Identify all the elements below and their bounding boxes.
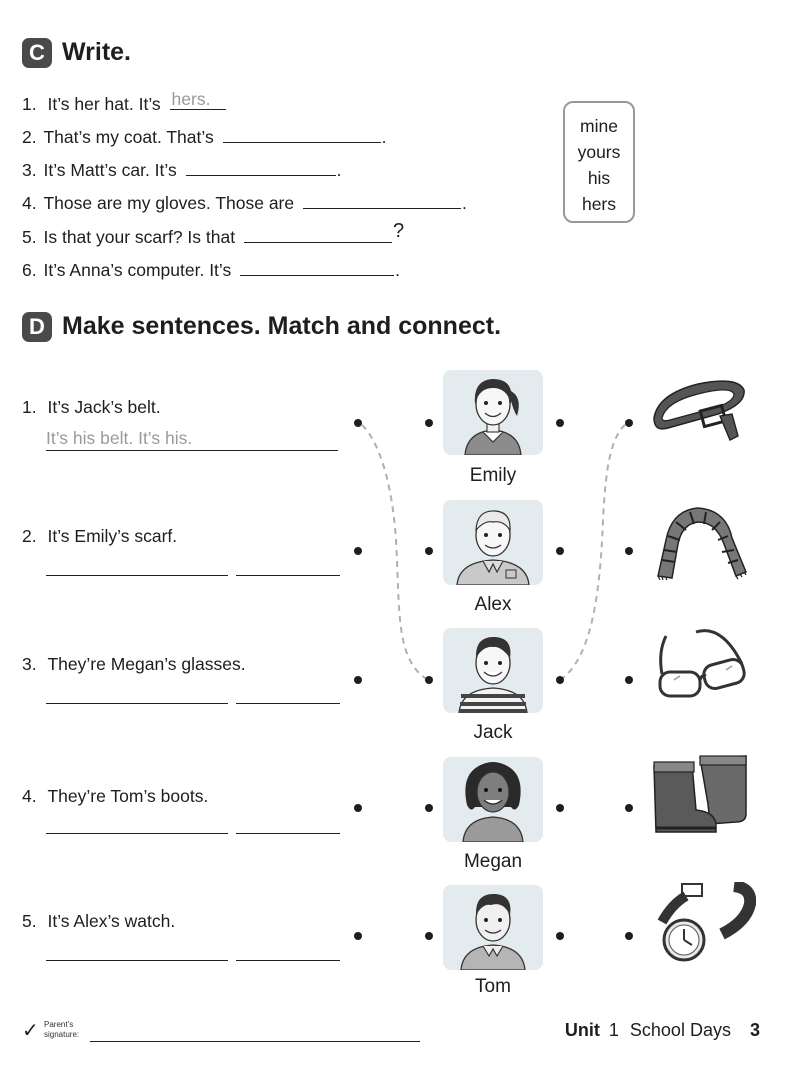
c-item-num: 1. [22,94,37,114]
c-item-text: Is that your scarf? Is that [43,227,236,247]
unit-title: School Days [629,1020,731,1040]
c-item-text: It’s Anna’s computer. It’s [43,260,232,280]
c-answer-text: hers. [171,89,211,109]
match-dot-name-left-3[interactable] [425,676,433,684]
match-dot-sentence-2[interactable] [354,547,362,555]
c-item-num: 2. [22,127,37,147]
word-box-item: hers [581,194,617,214]
d-item-num: 4. [22,786,37,806]
section-c-title: Write. [62,38,131,66]
match-dot-sentence-4[interactable] [354,804,362,812]
c-item-text: Those are my gloves. Those are [43,193,295,213]
match-dot-object-3[interactable] [625,676,633,684]
c-item-num: 4. [22,193,37,213]
d-item-num: 3. [22,654,37,674]
d-item-1 [22,397,161,418]
c-item-end: . [462,193,467,213]
d-item-text: They’re Megan’s glasses. [47,654,246,674]
name-label-tom: Tom [475,976,511,997]
d-item-5 [22,911,175,932]
section-d-title: Make sentences. Match and connect. [62,312,502,340]
match-dot-sentence-5[interactable] [354,932,362,940]
c-item-num: 5. [22,227,37,247]
section-c-badge: C [22,38,52,68]
signature-label [44,1020,79,1040]
watch-icon [652,882,756,962]
c-item-text: It’s Matt’s car. It’s [43,160,177,180]
match-dot-object-1[interactable] [625,419,633,427]
match-dot-name-right-5[interactable] [556,932,564,940]
match-dot-object-4[interactable] [625,804,633,812]
match-dot-sentence-1[interactable] [354,419,362,427]
match-dot-name-left-4[interactable] [425,804,433,812]
unit-number: 1 [608,1020,619,1040]
signature-label-line-2: signature: [44,1030,80,1039]
d-item-text: It’s Emily’s scarf. [47,526,178,546]
name-label-jack: Jack [473,722,513,743]
d-item-num: 2. [22,526,37,546]
scarf-icon [648,500,752,580]
c-item-num: 6. [22,260,37,280]
c-item-text: It’s her hat. It’s [47,94,161,114]
match-dot-name-right-1[interactable] [556,419,564,427]
boots-icon [650,754,754,834]
signature-label-line-1: Parent’s [44,1020,74,1029]
c-item-end: . [336,160,342,180]
name-label-emily: Emily [469,465,517,486]
portrait-tom [443,885,543,970]
d-item-4 [22,786,208,807]
match-dot-name-left-1[interactable] [425,419,433,427]
d-item-text: They’re Tom’s boots. [47,786,209,806]
portrait-emily [443,370,543,455]
name-label-alex: Alex [474,594,512,615]
word-box-item: his [587,168,611,188]
d-item-text: It’s Jack’s belt. [47,397,161,417]
match-dot-object-5[interactable] [625,932,633,940]
page-number: 3 [749,1020,760,1040]
d-item-num: 1. [22,397,37,417]
d-item-3 [22,654,246,675]
match-dot-sentence-3[interactable] [354,676,362,684]
match-dot-name-left-2[interactable] [425,547,433,555]
name-label-megan: Megan [463,851,523,872]
connector-jack-belt [560,422,628,680]
match-dot-name-left-5[interactable] [425,932,433,940]
section-d-badge: D [22,312,52,342]
word-box-item: yours [577,142,621,162]
c-item-end: . [381,127,387,147]
belt-icon [648,374,752,454]
d-item-2 [22,526,177,547]
unit-label: Unit [564,1020,600,1040]
c-item-end: . [395,260,400,280]
word-box-item: mine [580,116,618,136]
c-item-num: 3. [22,160,37,180]
c-item-end: ? [392,220,405,242]
glasses-icon [652,624,756,704]
portrait-jack [443,628,543,713]
d-example-answer[interactable]: It’s his belt. It’s his. [46,428,338,451]
match-dot-name-right-2[interactable] [556,547,564,555]
portrait-alex [443,500,543,585]
match-dot-name-right-4[interactable] [556,804,564,812]
c-item-text: That’s my coat. That’s [43,127,214,147]
d-item-text: It’s Alex’s watch. [47,911,176,931]
portrait-megan [443,757,543,842]
check-mark-icon: ✓ [22,1020,39,1042]
signature-line[interactable] [90,1041,420,1042]
match-dot-object-2[interactable] [625,547,633,555]
d-item-num: 5. [22,911,37,931]
match-dot-name-right-3[interactable] [556,676,564,684]
connector-belt-jack [362,425,428,680]
page-footer-unit [565,1020,760,1041]
